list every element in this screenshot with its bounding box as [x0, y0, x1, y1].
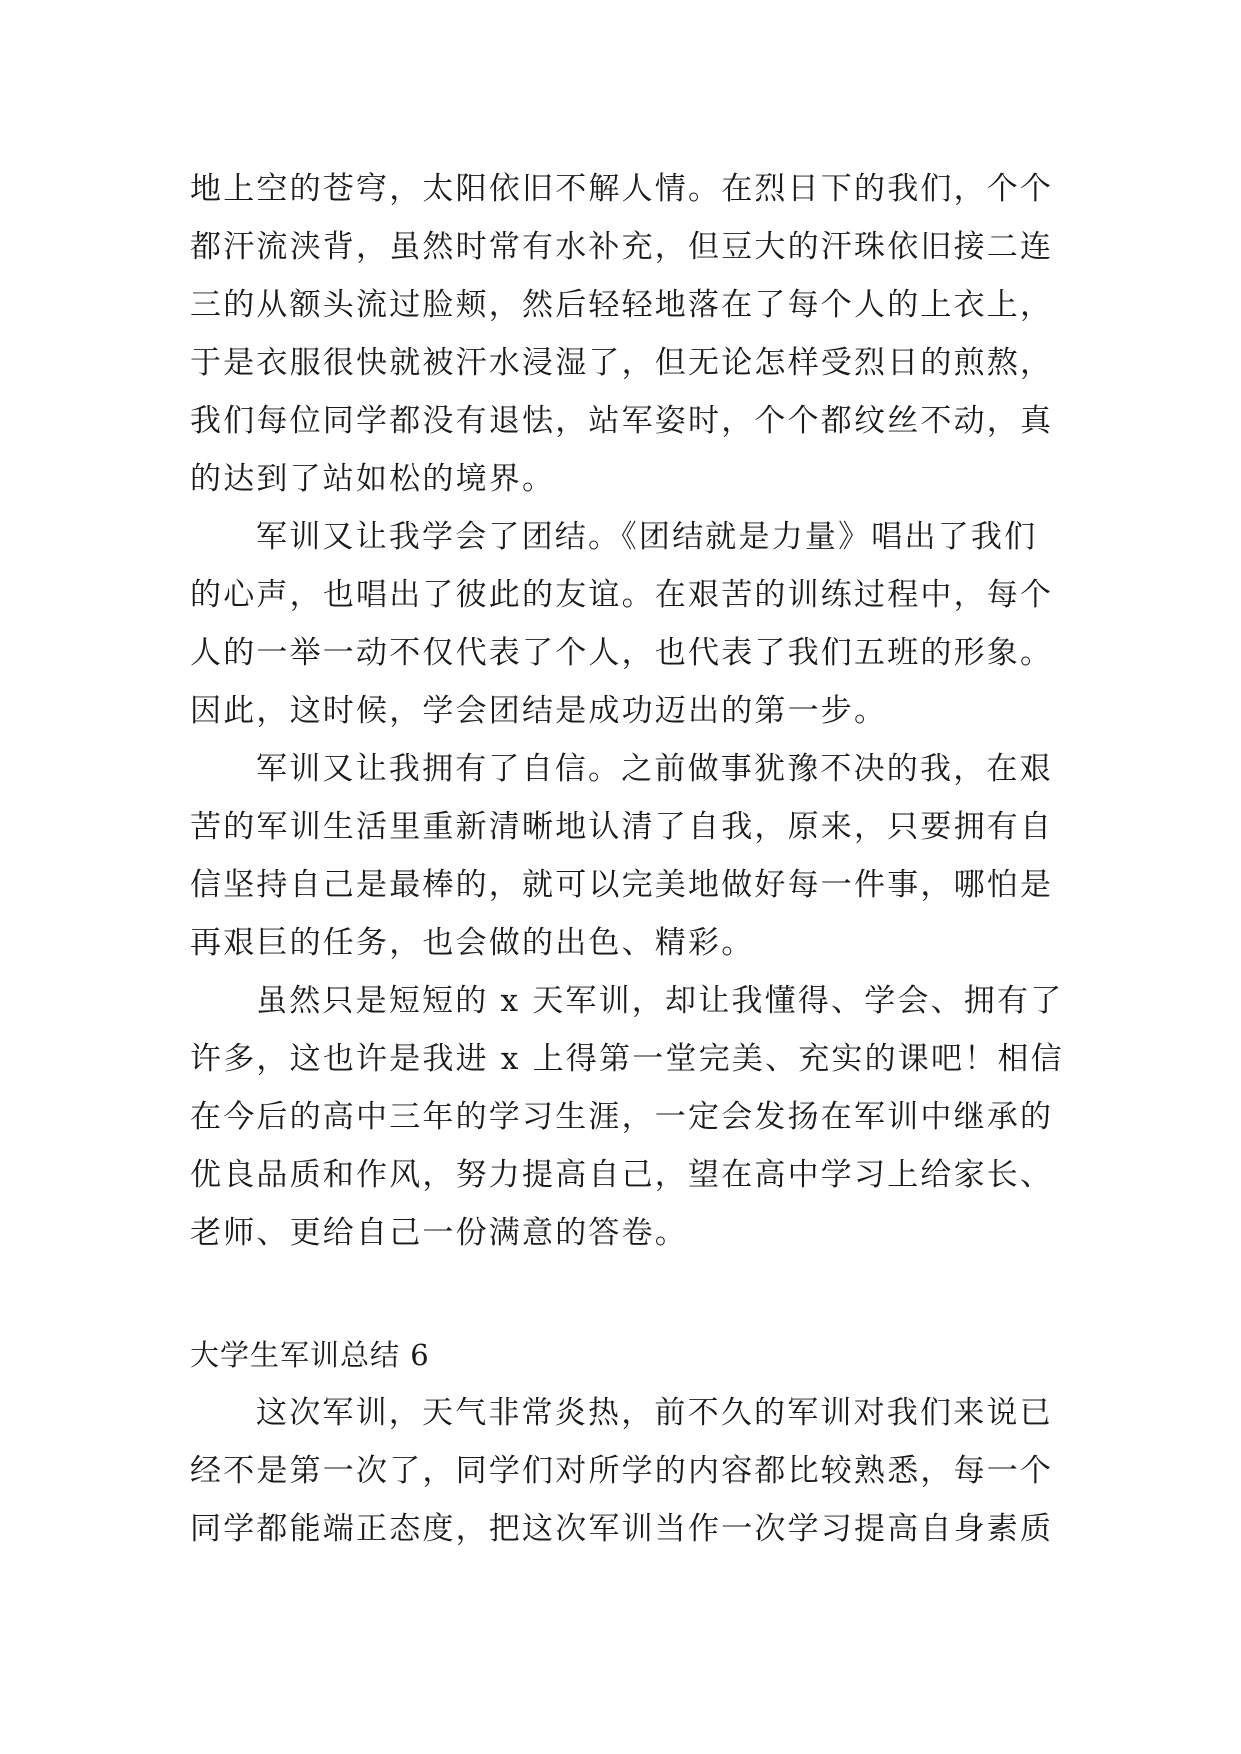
text-line: 信坚持自己是最棒的，就可以完美地做好每一件事，哪怕是 [190, 867, 1054, 903]
paragraph [190, 1384, 1070, 1558]
text-line: 因此，这时候，学会团结是成功迈出的第一步。 [190, 693, 888, 729]
text-line: 军训又让我拥有了自信。之前做事犹豫不决的我，在艰 [256, 751, 1053, 787]
text-line: 人的一举一动不仅代表了个人，也代表了我们五班的形象。 [190, 635, 1054, 671]
text-line: 虽然只是短短的 x 天军训，却让我懂得、学会、拥有了 [256, 983, 1064, 1019]
text-line: 老师、更给自己一份满意的答卷。 [190, 1215, 688, 1251]
text-line: 这次军训，天气非常炎热，前不久的军训对我们来说已 [256, 1395, 1053, 1431]
paragraph [190, 508, 1070, 740]
text-line: 再艰巨的任务，也会做的出色、精彩。 [190, 925, 755, 961]
document-body [190, 160, 1070, 1558]
paragraph [190, 740, 1070, 972]
text-line: 在今后的高中三年的学习生涯，一定会发扬在军训中继承的 [190, 1099, 1054, 1135]
text-line: 地上空的苍穹，太阳依旧不解人情。在烈日下的我们，个个 [190, 171, 1054, 207]
text-line: 的达到了站如松的境界。 [190, 461, 556, 497]
text-line: 优良品质和作风，努力提高自己，望在高中学习上给家长、 [190, 1157, 1054, 1193]
text-line: 军训又让我学会了团结。《团结就是力量》唱出了我们 [256, 519, 1038, 555]
paragraph [190, 160, 1070, 508]
text-line: 我们每位同学都没有退怯，站军姿时，个个都纹丝不动，真 [190, 403, 1054, 439]
text-line: 三的从额头流过脸颊，然后轻轻地落在了每个人的上衣上， [190, 287, 1054, 323]
text-line: 于是衣服很快就被汗水浸湿了，但无论怎样受烈日的煎熬， [190, 345, 1054, 381]
paragraph [190, 972, 1070, 1262]
text-line: 许多，这也许是我进 x 上得第一堂完美、充实的课吧！相信 [190, 1041, 1064, 1077]
section-heading: 大学生军训总结 6 [190, 1338, 430, 1372]
text-line: 同学都能端正态度，把这次军训当作一次学习提高自身素质 [190, 1511, 1054, 1547]
text-line: 苦的军训生活里重新清晰地认清了自我，原来，只要拥有自 [190, 809, 1054, 845]
text-line: 都汗流浃背，虽然时常有水补充，但豆大的汗珠依旧接二连 [190, 229, 1054, 265]
text-line: 经不是第一次了，同学们对所学的内容都比较熟悉，每一个 [190, 1453, 1054, 1489]
text-line: 的心声，也唱出了彼此的友谊。在艰苦的训练过程中，每个 [190, 577, 1054, 613]
